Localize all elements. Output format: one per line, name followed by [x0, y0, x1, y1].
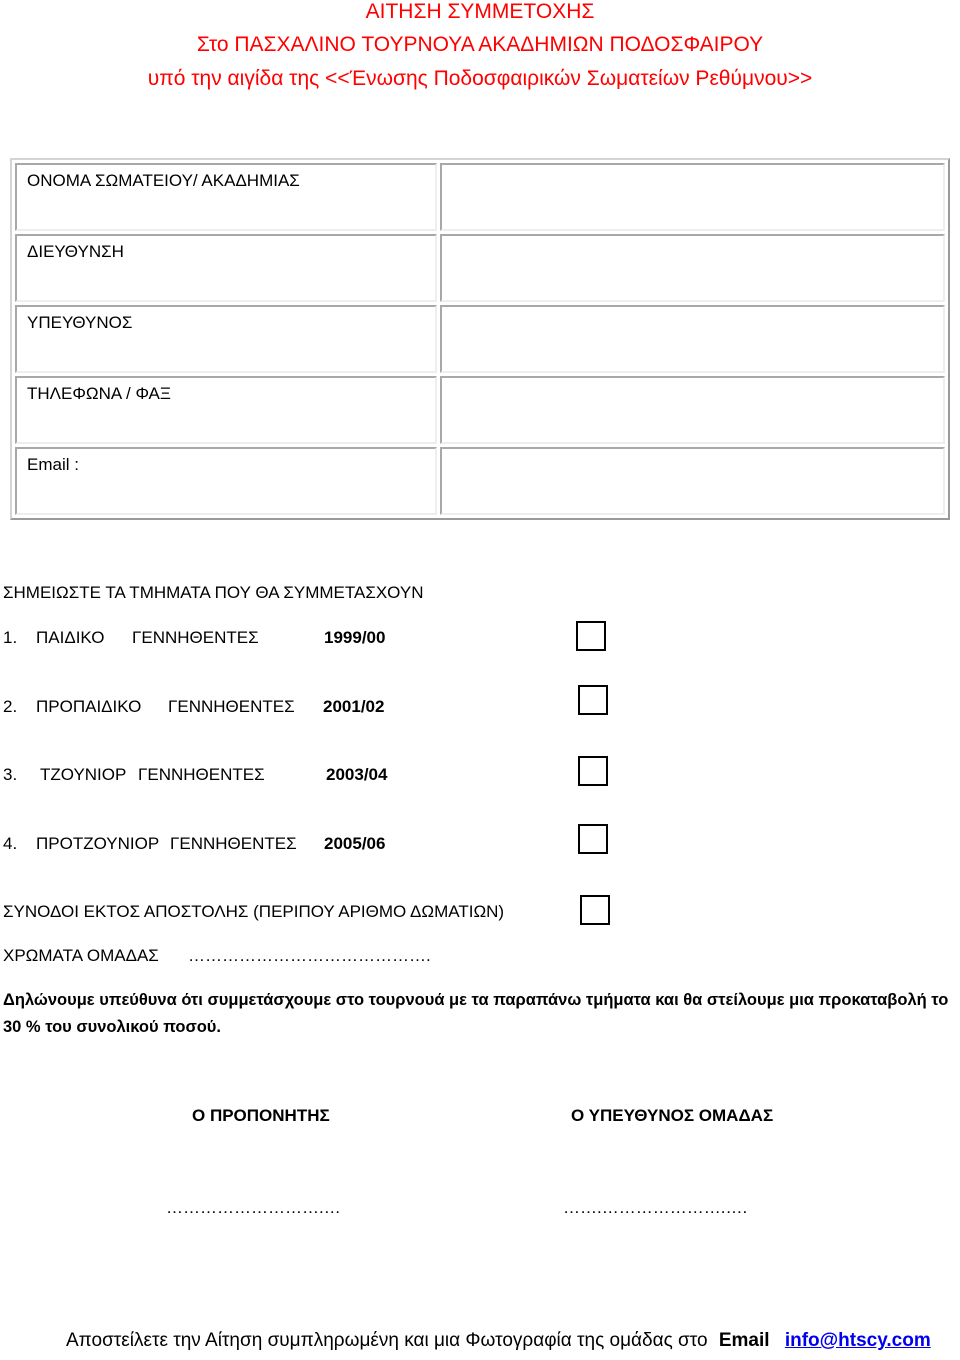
phones-field[interactable]: [440, 376, 945, 444]
team-colors-label: ΧΡΩΜΑΤΑ ΟΜΑΔΑΣ: [3, 946, 159, 965]
table-row: [15, 163, 945, 231]
companions-label: ΣΥΝΟΔΟΙ ΕΚΤΟΣ ΑΠΟΣΤΟΛΗΣ (ΠΕΡΙΠΟΥ ΑΡΙΘΜΟ ΔΩΜΑΤΙΩΝ): [3, 902, 505, 921]
declaration-line-1: Δηλώνουμε υπεύθυνα ότι συμμετάσχουμε στο τουρνουά με τα παραπάνω τμήματα και θα στείλουμε μια προκαταβολή το: [3, 991, 949, 1009]
category-3-checkbox[interactable]: [578, 756, 608, 786]
table-row: [15, 447, 945, 515]
field-label-phones: ΤΗΛΕΦΩΝΑ / ΦΑΞ: [15, 376, 437, 444]
table-row: [15, 234, 945, 302]
category-1-born: ΓΕΝΝΗΘΕΝΤΕΣ: [132, 628, 259, 647]
footer-text: Αποστείλετε την Αίτηση συμπληρωμένη και μια Φωτογραφία της ομάδας στο: [66, 1330, 708, 1351]
manager-signature-label: Ο ΥΠΕΥΘΥΝΟΣ ΟΜΑΔΑΣ: [571, 1106, 774, 1125]
table-row: [15, 376, 945, 444]
field-label-email: Email :: [15, 447, 437, 515]
email-field[interactable]: [440, 447, 945, 515]
form-title: ΑΙΤΗΣΗ ΣΥΜΜΕΤΟΧΗΣ: [365, 0, 595, 23]
category-1-years: 1999/00: [324, 628, 386, 647]
category-1-checkbox[interactable]: [576, 621, 606, 651]
form-subtitle: Στο ΠΑΣΧΑΛΙΝΟ ΤΟΥΡΝΟΥΑ ΑΚΑΔΗΜΙΩΝ ΠΟΔΟΣΦΑΙΡΟΥ: [196, 33, 764, 56]
coach-signature-line[interactable]: ……………………….…: [166, 1198, 341, 1217]
category-4-name: ΠΡΟΤΖΟΥΝΙΟΡ: [36, 834, 160, 853]
categories-title: ΣΗΜΕΙΩΣΤΕ ΤΑ ΤΜΗΜΑΤΑ ΠΟΥ ΘΑ ΣΥΜΜΕΤΑΣΧΟΥΝ: [3, 583, 424, 602]
field-label-team-name: ΟΝΟΜΑ ΣΩΜΑΤΕΙΟΥ/ ΑΚΑΔΗΜΙΑΣ: [15, 163, 437, 231]
category-3-years: 2003/04: [326, 765, 388, 784]
companions-checkbox[interactable]: [580, 895, 610, 925]
category-2-name: ΠΡΟΠΑΙΔΙΚΟ: [36, 697, 142, 716]
team-name-field[interactable]: [440, 163, 945, 231]
footer-email-link[interactable]: info@htscy.com: [784, 1330, 931, 1351]
field-label-address: ΔΙΕΥΘΥΝΣΗ: [15, 234, 437, 302]
footer-line: [66, 1330, 931, 1352]
category-2-number: 2.: [3, 697, 18, 716]
manager-signature-line[interactable]: …….………………….….: [563, 1198, 748, 1217]
coach-signature-label: Ο ΠΡΟΠΟΝΗΤΗΣ: [192, 1106, 330, 1125]
category-1-number: 1.: [3, 628, 18, 647]
address-field[interactable]: [440, 234, 945, 302]
category-4-born: ΓΕΝΝΗΘΕΝΤΕΣ: [170, 834, 297, 853]
category-4-years: 2005/06: [324, 834, 386, 853]
field-label-responsible: ΥΠΕΥΘΥΝΟΣ: [15, 305, 437, 373]
category-4-checkbox[interactable]: [578, 824, 608, 854]
team-colors-field[interactable]: …………………………………….: [188, 946, 431, 965]
responsible-field[interactable]: [440, 305, 945, 373]
category-4-number: 4.: [3, 834, 18, 853]
category-2-years: 2001/02: [323, 697, 385, 716]
category-2-born: ΓΕΝΝΗΘΕΝΤΕΣ: [168, 697, 295, 716]
category-3-born: ΓΕΝΝΗΘΕΝΤΕΣ: [138, 765, 265, 784]
table-row: [15, 305, 945, 373]
team-info-table: [10, 158, 950, 520]
category-1-name: ΠΑΙΔΙΚΟ: [36, 628, 105, 647]
form-sponsor-line: υπό την αιγίδα της <<Ένωσης Ποδοσφαιρικών Σωματείων Ρεθύμνου>>: [147, 67, 813, 90]
category-3-name: ΤΖΟΥΝΙΟΡ: [40, 765, 127, 784]
category-2-checkbox[interactable]: [578, 685, 608, 715]
footer-email-label: Email: [718, 1330, 770, 1351]
declaration-line-2: 30 % του συνολικού ποσού.: [3, 1018, 221, 1036]
category-3-number: 3.: [3, 765, 18, 784]
